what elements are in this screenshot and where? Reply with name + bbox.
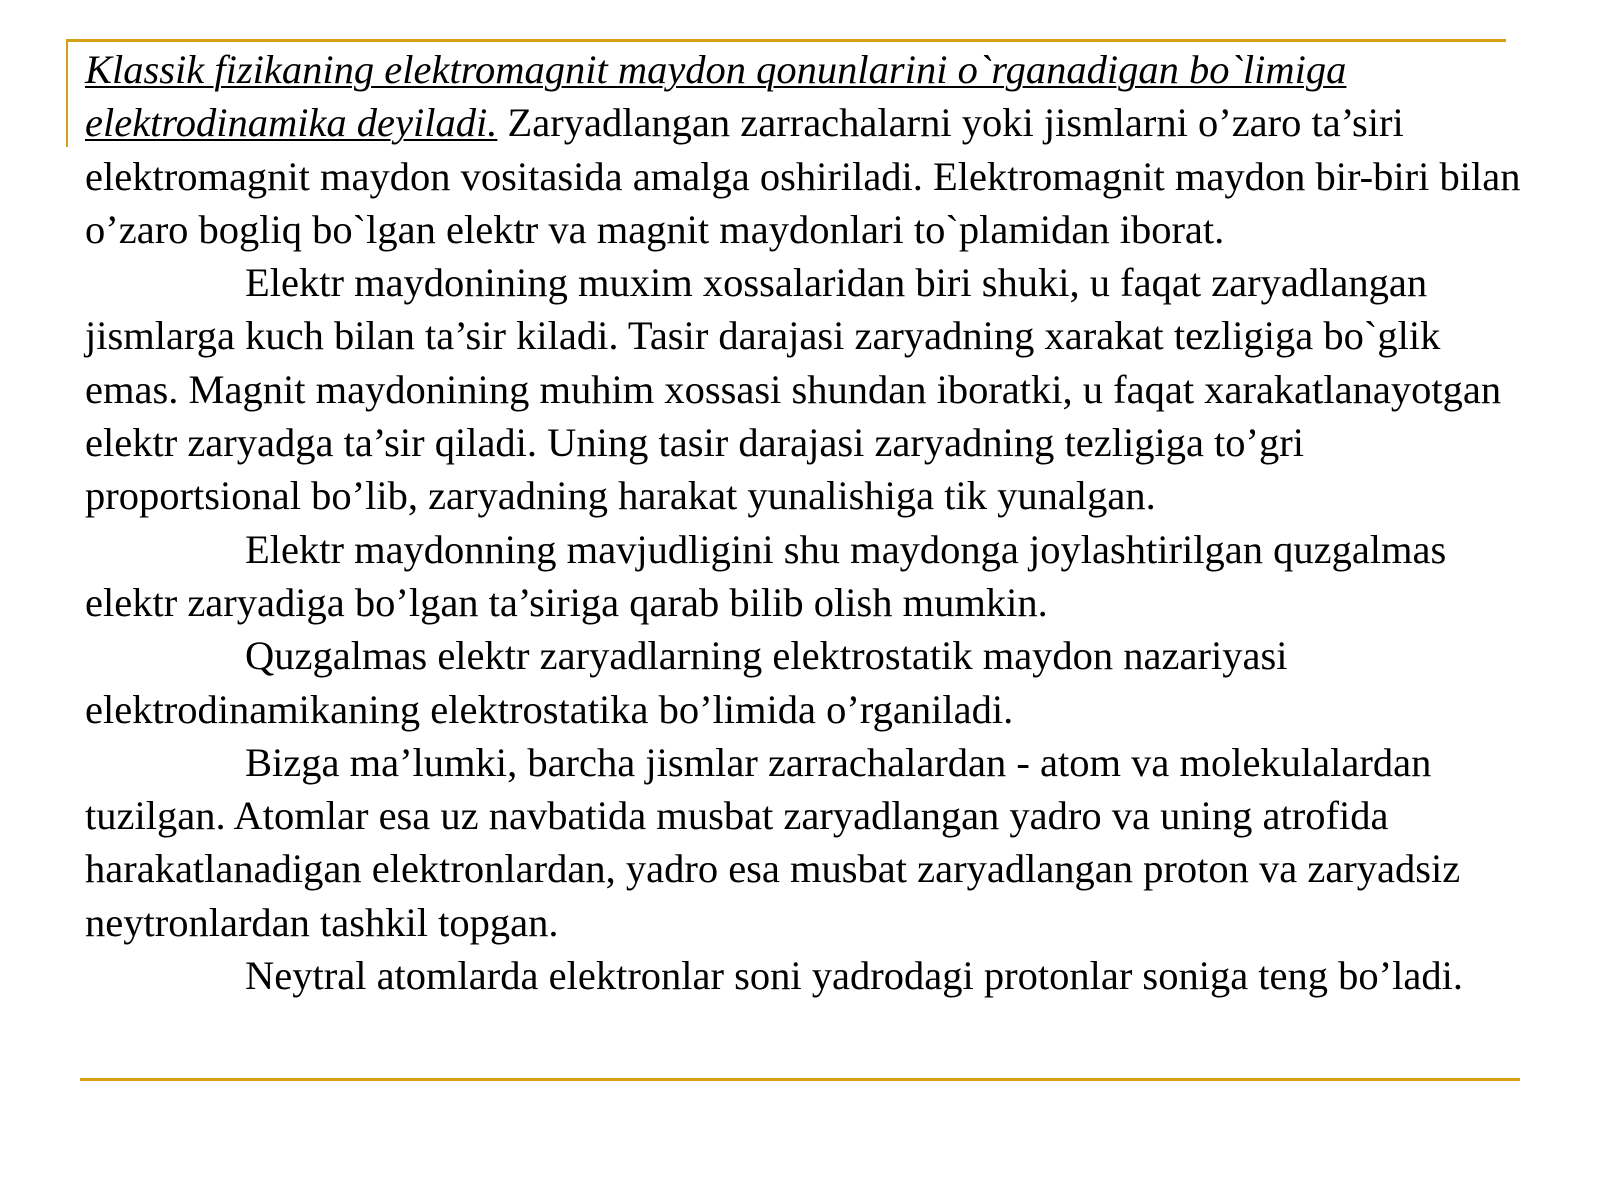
top-accent-rule — [66, 39, 1506, 42]
paragraph-3-text: Elektr maydonning mavjudligini shu maydonga joylashtirilgan quzgalmas elektr zaryadiga bo’lgan ta’siriga qarab bilib olish mumkin. — [85, 526, 1447, 625]
definition-text: Klassik fizikaning elektromagnit maydon qonunlarini o`rganadigan bo`limiga elektrodinamika deyiladi. — [85, 47, 1347, 146]
paragraph-1-text: Zaryadlangan zarrachalarni yoki jismlarni o’zaro ta’siri elektromagnit maydon vositasida amalga oshiriladi. Elektromagnit maydon bir-biri bilan o’zaro bogliq bo`lgan elektr va magnit maydonlari to`plamidan iborat. — [85, 100, 1521, 252]
paragraph-neutral-atoms — [85, 949, 1525, 1002]
paragraph-5-text: Bizga ma’lumki, barcha jismlar zarrachalardan - atom va molekulalardan tuzilgan. Atomlar esa uz navbatida musbat zaryadlangan yadro va uning atrofida harakatlanadigan elektronlardan, yadro esa musbat zaryadlangan proton va zaryadsiz neytronlardan tashkil topgan. — [85, 739, 1461, 945]
paragraph-atoms — [85, 736, 1525, 949]
body-text — [85, 43, 1525, 1002]
paragraph-electrostatics — [85, 629, 1525, 736]
paragraph-intro — [85, 43, 1525, 256]
bottom-accent-rule — [80, 1078, 1520, 1081]
paragraph-6-text: Neytral atomlarda elektronlar soni yadrodagi protonlar soniga teng bo’ladi. — [245, 953, 1463, 999]
paragraph-4-text: Quzgalmas elektr zaryadlarning elektrostatik maydon nazariyasi elektrodinamikaning elektrostatika bo’limida o’rganiladi. — [85, 633, 1288, 732]
paragraph-electric-field — [85, 256, 1525, 522]
paragraph-field-detection — [85, 523, 1525, 630]
paragraph-2-text: Elektr maydonining muxim xossalaridan biri shuki, u faqat zaryadlangan jismlarga kuch bilan ta’sir kiladi. Tasir darajasi zaryadning xarakat tezligiga bo`glik emas. Magnit maydonining muhim xossasi shundan iboratki, u faqat xarakatlanayotgan elektr zaryadga ta’sir qiladi. Uning tasir darajasi zaryadning tezligiga to’gri proportsional bo’lib, zaryadning harakat yunalishiga tik yunalgan. — [85, 260, 1502, 519]
left-accent-rule — [66, 39, 68, 147]
